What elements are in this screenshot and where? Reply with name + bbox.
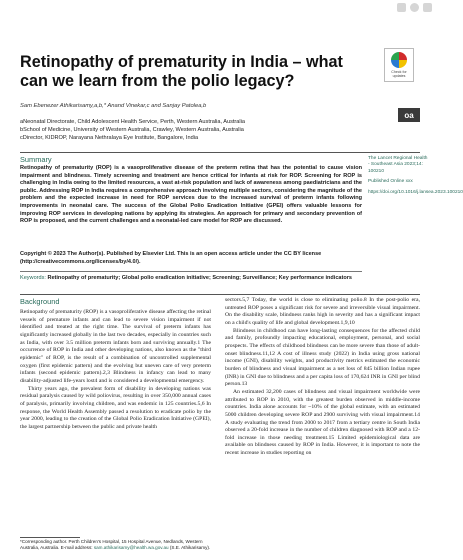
body-paragraph: Thirty years ago, the prevalent form of disability in developing nations was residual paralysis caused by wild poliovirus, resulting in over 350,000 annual cases of paralysis, primarily involving children, and was endemic in 125 countries.5,6 In response, the World Health Assembly passed a resolution to eradicate polio by the year 2000, leading to the creation of the Global Polio Eradication Initiative (GPEI), the largest partnership between the public and private health xyxy=(20,385,211,430)
copyright-notice: Copyright © 2023 The Author(s). Published by Elsevier Ltd. This is an open access article under the CC BY license (http://creativecommons.org/licenses/by/4.0/). xyxy=(20,251,322,265)
corresponding-author-footnote xyxy=(20,539,211,551)
affiliation-list xyxy=(20,118,245,142)
author-list: Sam Ebenezer Athikarisamy,a,b,* Anand Vinekar,c and Sanjay Patolea,b xyxy=(20,103,207,109)
keywords-text: Retinopathy of prematurity; Global polio eradication initiative; Screening; Surveillance; Key performance indicators xyxy=(47,275,352,281)
body-paragraph: Blindness in childhood can have long-lasting consequences for the affected child and family, profoundly impacting educational, employment, personal, and social prospects. The effects of childhood blindness can be more severe than those of adult-onset blindness.11,12 A cost of illness study (2022) in India using gross national income (GNI), disability weights, and productivity metrics estimated the economic burden of blindness and visual impairment as a net loss of 845 billion Indian rupee (INR) in GNI due to blindness and a per capita loss of 170,624 INR in GNI per blind person.13 xyxy=(225,327,420,388)
body-paragraph: sectors.5,7 Today, the world is close to eliminating polio.8 In the post-polio era, untreated ROP poses a significant risk for severe and irreversible visual impairment. On the disability scale, blindness ranks high in severity and has a significant impact on a child's quality of life and global development.1,9,10 xyxy=(225,297,420,326)
crossmark-icon xyxy=(391,52,407,68)
doi-link[interactable]: https://doi.org/10.1016/j.lansea.2023.100210 xyxy=(368,189,463,195)
email-link[interactable]: sam.athikarisamy@health.wa.gov.au xyxy=(93,545,169,550)
crossmark-badge[interactable] xyxy=(384,48,414,82)
published-online-label: Published Online xxx xyxy=(368,179,413,185)
article-title: Retinopathy of prematurity in India – what can we learn from the polio legacy? xyxy=(20,53,343,90)
body-column-left xyxy=(20,309,211,432)
journal-info-panel xyxy=(368,156,463,200)
background-heading: Background xyxy=(20,297,60,306)
email-label: E-mail address: xyxy=(60,545,93,550)
keywords-block xyxy=(20,275,362,283)
background-divider xyxy=(20,294,420,295)
top-header-band xyxy=(0,0,440,16)
journal-citation: The Lancet Regional Health - Southeast Asia 2023;14: 100210 xyxy=(368,156,428,174)
affiliation-item: cDirector, KIDROP, Narayana Nethralaya Eye Institute, Bangalore, India xyxy=(20,135,199,141)
summary-divider xyxy=(20,152,420,153)
header-icon-bar xyxy=(397,3,432,12)
journal-logo-icon xyxy=(397,3,406,12)
body-paragraph: Retinopathy of prematurity (ROP) is a vasoproliferative disease affecting the retinal vessels of premature infants and can lead to severe vision impairment if not identified and treated at the right time. The survival of preterm infants has significantly increased globally in the last two decades, especially in countries such as India, with over 3.5 million preterm infants born and surviving annually.1 The occurrence of ROP in India and other developing nations, also known as the "third epidemic" of ROP, is the result of a combination of uncontrolled supplemental oxygen (first epidemic pattern) and the evolving but uneven care of very preterm infants (second epidemic pattern).2,3 Blindness in infancy can lead to many disability-adjusted life-years lost4 and is considered a developmental emergency. xyxy=(20,309,211,384)
open-access-icon: oa xyxy=(398,108,420,122)
summary-text: Retinopathy of prematurity (ROP) is a vasoproliferative disease of the preterm retina that has the potential to cause vision impairment and blindness. Timely screening and treatment are hence critical for infants at risk for ROP. Screening for ROP is challenging in India owing to the limited resources, a vast at-risk population and lack of awareness among paediatricians and the public. Addressing ROP in India requires a comprehensive approach involving multiple sectors, considering the magnitude of the problem and the expected increase in need for ROP services due to the increased survival of preterm infants following improvements in neonatal care. The success of the Global Polio Eradication Initiative (GPEI) offers valuable lessons for improving ROP services in developing nations by applying its strategies. An approach for primary and secondary prevention of ROP is proposed, and the current challenges and a neonatal-led care model for ROP are discussed. xyxy=(20,165,362,225)
publisher-logo-icon xyxy=(423,3,432,12)
body-paragraph: An estimated 32,200 cases of blindness and visual impairment worldwide were attributed to ROP in 2010, with the greatest burden observed in middle-income countries. India alone accounts for ~10% of the global estimate, with an estimated 5000 children developing severe ROP and 2900 surviving with visual impairment.14 A study evaluating the trend from 2000 to 2017 from a tertiary centre in South India observed a 20-fold increase in the number of children diagnosed with ROP and a 12-fold increase in those needing treatment.15 Limited epidemiological data are available on blindness caused by ROP in India. However, it is important to note the recent increase in studies reporting on xyxy=(225,388,420,457)
body-column-right xyxy=(225,297,420,458)
summary-heading: Summary xyxy=(20,155,52,164)
crossmark-label: Check for updates xyxy=(391,70,407,78)
email-suffix: (S.E. Athikarisamy). xyxy=(169,545,211,550)
affiliation-item: aNeonatal Directorate, Child Adolescent Health Service, Perth, Western Australia, Australia xyxy=(20,119,246,125)
footnote-text: *Corresponding author. Perth Children's Hospital, 15 Hospital Avenue, Nedlands, Western Australia, Australia. xyxy=(20,539,203,550)
society-logo-icon xyxy=(410,3,419,12)
affiliation-item: bSchool of Medicine, University of Western Australia, Crawley, Western Australia, Australia xyxy=(20,127,244,133)
keywords-divider xyxy=(20,271,362,272)
footnote-divider xyxy=(20,537,80,538)
keywords-label: Keywords: xyxy=(20,275,46,281)
